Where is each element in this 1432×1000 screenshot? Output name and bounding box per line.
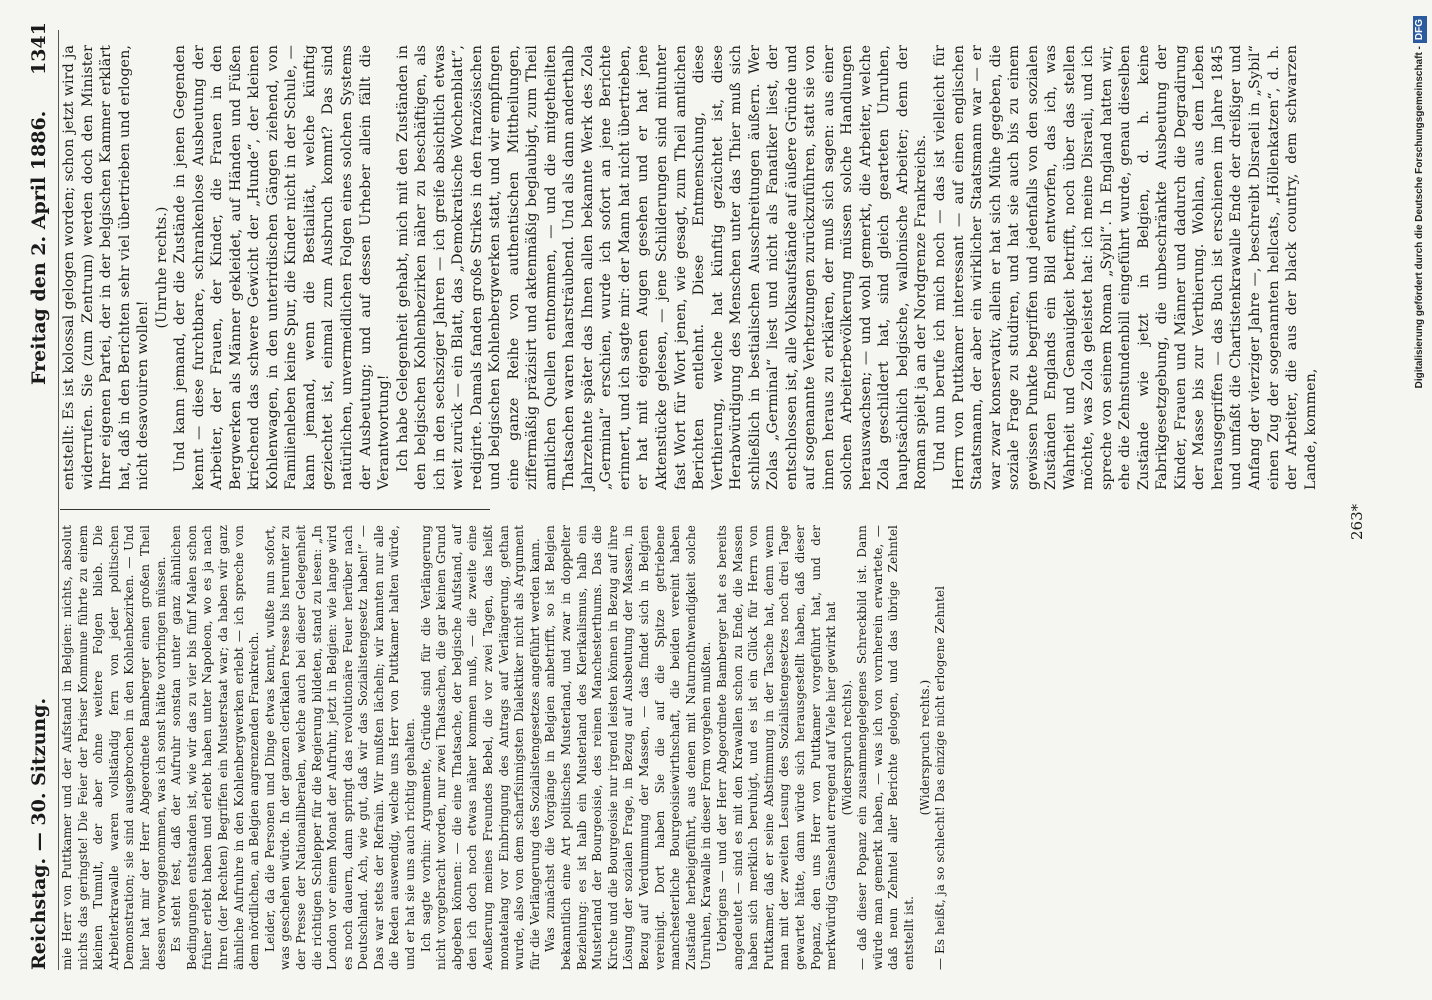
dfg-logo: DFG <box>1413 16 1427 43</box>
paragraph: Leider, da die Personen und Dinge etwas kennt, wußte nun sofort, was geschehen würde. In der ganzen clerikalen Presse bis herunter zu der Presse der Nationalliberalen, welche auch bei dieser Gelegenheit die richtigen Schlepper für die Regierung bildeten, stand zu lesen: „In London vor einem Monat der Aufruhr, jetzt in Belgien: wie lange wird es noch dauern, dann springt das revolutionäre Feuer herüber nach Deutschland. Ach, wie gut, daß wir das Sozialistengesetz haben!“ — Das war stets der Refrain. Wir mußten lächeln; wir kannten nur alle die Reden auswendig, welche uns Herr von Puttkamer halten würde, und er hat sie uns auch richtig gehalten. <box>262 525 418 970</box>
paragraph: Es steht fest, daß der Aufruhr sonstan unter ganz ähnlichen Bedingungen entstanden ist, wie wir das zu vier bis fünf Malen schon früher erlebt haben und erlebt haben unter Napoleon, wo es ja nach Ihren (der Rechten) Begriffen ein Musterstaat war; da haben wir ganz ähnliche Aufruhre in den Kohlenbergwerken erlebt — ich spreche von dem nördlichen, an Belgien angrenzenden Frankreich. <box>169 525 262 970</box>
interjection: (Widerspruch rechts.) <box>917 679 932 816</box>
paragraph: Uebrigens — und der Herr Abgeordnete Bamberger hat es bereits angedeutet — sind es mit den Krawallen schon zu Ende, die Massen haben sich merklich beruhigt, und es ist ein Glück für Herrn von Puttkamer, daß er seine Abstimmung in der Tasche hat, denn wenn man mit der zweiten Lesung des Sozialistengesetzes noch drei Tage gewartet hätte, dann würde sich herausgestellt haben, daß dieser Popanz, den uns Herr von Puttkamer vorgeführt hat, und der merkwürdig Gänsehaut erregend auf Viele hier gewirkt hat <box>714 525 839 970</box>
paragraph: Und kann jemand, der die Zustände in jenen Gegenden kennt — diese furchtbare, schrankenlose Ausbeutung der Arbeiter, der Frauen, der Kinder, die Frauen in den Bergwerken als Männer gekleidet, auf Händen und Füßen kriechend das schwere Gewicht der „Hunde“, der kleinen Kohlenwagen, in den unterirdischen Gängen ziehend, von Familienleben keine Spur, die Kinder nicht in der Schule, — kann jemand, wenn die Bestialität, welche künftig geziechtet ist, einmal zum Ausbruch kommt? Das sind natürlichen, unvermeidlichen Folgen eines solchen Systems der Ausbeutung; und auf dessen Urheber allein fällt die Verantwortung! <box>172 45 393 490</box>
paragraph: Ich sagte vorhin: Argumente, Gründe sind für die Verlängerung nicht vorgebracht worden, nur zwei Thatsachen, die gar keinen Grund abgeben können: — die eine Thatsache, der belgische Aufstand, auf den ich doch noch etwas näher kommen muß, — die zweite eine Aeußerung meines Freundes Bebel, die vor zwei Tagen, das heißt monatelang vor Einbringung des Antrags auf Verlängerung, gethan wurde, also von dem scharfsinnigsten Dialektiker nicht als Argument für die Verlängerung des Sozialistengesetzes angeführt werden kann. <box>418 525 542 970</box>
paragraph: — daß dieser Popanz ein zusammengelegenes Schreckbild ist. Dann würde man gemerkt haben, — was ich von vornherein erwartete, — daß neun Zehntel aller Berichte gelogen, und das übrige Zehntel entstellt ist. <box>855 525 917 970</box>
paragraph: mie Herr von Puttkamer und der Aufstand in Belgien: nichts, absolut nichts das geringste! Die Feier der Pariser Kommune führte zu einem kleinen Tumult, der aber ohne weitere Folgen blieb. Die Arbeiterkrawalle waren vollständig fern von jeder politischen Demonstration; sie sind ausgebrochen in den Kohlenbezirken. — Und hier hat mir der Herr Abgeordnete Bamberger einen großen Theil dessen vorweggenommen, was ich sonst hätte vorbringen müssen. <box>60 525 168 970</box>
column-divider <box>60 509 490 510</box>
interjection: (Widerspruch rechts). <box>839 679 854 816</box>
paragraph: Und nun berufe ich mich noch — das ist vielleicht für Herrn von Puttkamer interessant — auf einen englischen Staatsmann, der aber ein wirklicher Staatsmann war — er war zwar konservativ, allein er hat sich Mühe gegeben, die soziale Frage zu studiren, und hat sie auch bis zu einem gewissen Punkte begriffen und jedenfalls von den sozialen Zuständen Englands ein Bild entworfen, das ich, was Wahrheit und Genauigkeit betrifft, noch über das stellen möchte, was Zola geleistet hat: ich meine Disraeli, und ich spreche von seinem Roman „Sybil“. In England hatten wir, ehe die Zehnstundenbill eingeführt wurde, genau dieselben Zustände wie jetzt in Belgien, d. h. keine Fabrikgesetzgebung, die unbeschränkte Ausbeutung der Kinder, Frauen und Männer und dadurch die Degradirung der Masse bis zur Verthierung. Wohlan, aus dem Leben herausgegriffen — das Buch ist erschienen im Jahre 1845 und umfaßt die Chartistenkrawalle Ende der dreißiger und Anfang der vierziger Jahre —, beschreibt Disraeli in „Sybil“ einen Zug der sogenannten hellcats, „Höllenkatzen“, d. h. der Arbeiter, die aus der black country, dem schwarzen Lande, kommen, <box>931 45 1319 490</box>
paragraph: Ich habe Gelegenheit gehabt, mich mit den Zuständen in den belgischen Kohlenbezirken näher zu beschäftigen, als ich in den sechsziger Jahren — ich greife absichtlich etwas weit zurück — ein Blatt, das „Demokratische Wochenblatt“, redigirte. Damals fanden große Strikes in den französischen und belgischen Kohlenbergwerken statt, und wir empfingen eine ganze Reihe von authentischen Mittheilungen, ziffermäßig präzisirt und aktenmäßig beglaubigt, zum Theil amtlichen Quellen entnommen, — und die mitgetheilten Thatsachen waren haarsträubend. Und als dann anderthalb Jahrzehnte später das Ihnen allen bekannte Werk des Zola „Germinal“ erschien, wurde ich sofort an jene Berichte erinnert, und ich sagte mir: der Mann hat nicht übertrieben, er hat mit eigenen Augen gesehen und er hat jene Aktenstücke gelesen, — jene Schilderungen sind mitunter fast Wort für Wort jenen, wie gesagt, zum Theil amtlichen Berichten entlehnt. Diese Entmenschung, diese Verthierung, welche hat künftig gezüchtet ist, diese Herabwürdigung des Menschen unter das Thier muß sich schließlich in bestialischen Ausschreitungen äußern. Wer Zolas „Germinal“ liest und nicht als Fanatiker liest, der entschlossen ist, alle Volksaufstände auf äußere Gründe und auf sogenannte Verhetzungen zurückzuführen, statt sie von innen heraus zu erklären, der muß sich sagen: aus einer solchen Arbeiterbevölkerung müssen solche Handlungen herauswachsen; — und wohl gemerkt, die Arbeiter, welche Zola geschildert hat, sind gleich gearteten Unruhen, hauptsächlich belgische, wallonische Arbeiter; denn der Roman spielt ja an der Nordgrenze Frankreichs. <box>394 45 930 490</box>
digitization-credit <box>1408 0 1432 1000</box>
signature-mark: 263* <box>1348 503 1366 540</box>
right-column <box>60 45 1320 490</box>
paragraph: — Es heißt, ja so schlecht! Das einzige nicht erlogene Zehntel <box>933 585 948 970</box>
credit-text: Digitalisierung gefördert durch die Deutsche Forschungsgemeinschaft - <box>1414 46 1425 389</box>
header-rule <box>58 30 59 970</box>
paragraph: entstellt: Es ist kolossal gelogen worden; schon jetzt wird ja widerrufen. Sie (zum Zentrum) werden doch den Minister Ihrer eigenen Partei, der in der belgischen Kammer erklärt hat, daß in den Berichten sehr viel übertrieben und erlogen, nicht desavouiren wollen! <box>61 45 152 490</box>
header-page-number: 1341 <box>28 22 50 75</box>
header-date: Freitag den 2. April 1886. <box>28 110 50 385</box>
interjection: (Unruhe rechts.) <box>153 206 170 329</box>
paragraph: Was zunächst die Vorgänge in Belgien anbetrifft, so ist Belgien bekanntlich eine Art politisches Musterland, und zwar in doppelter Beziehung: es ist halb ein Musterland des Klerikalismus, halb ein Musterland der Bourgeoisie, des reinen Manchesterthums. Das die Kirche und die Bourgeoisie nur irgend leisten können in Bezug auf ihre Lösung der sozialen Frage, in Bezug auf Ausbeutung der Massen, in Bezug auf Verdummung der Massen, — das findet sich in Belgien vereinigt. Dort haben Sie die auf die Spitze getriebene manchesterliche Bourgeoisiewirthschaft, die beiden vereint haben Zustände herbeigeführt, aus denen mit Naturnothwendigkeit solche Unruhen, Krawalle in dieser Form vorgehen mußten. <box>543 525 714 970</box>
left-column <box>60 525 980 970</box>
page-header <box>22 22 62 970</box>
header-left: Reichstag. — 30. Sitzung. <box>28 697 50 970</box>
